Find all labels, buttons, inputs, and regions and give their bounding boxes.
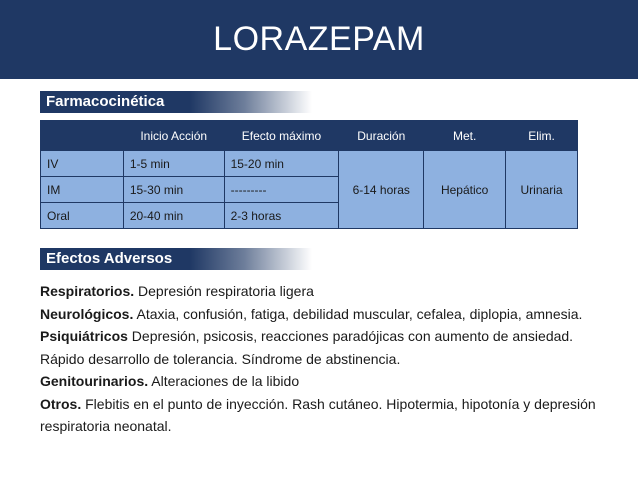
peak-cell: --------- (224, 177, 339, 203)
list-item (40, 303, 600, 326)
column-header: Elim. (506, 121, 578, 151)
page-title: LORAZEPAM (213, 20, 425, 58)
list-item (40, 393, 600, 438)
column-header: Inicio Acción (123, 121, 224, 151)
column-header: Efecto máximo (224, 121, 339, 151)
duration-cell: 6-14 horas (339, 151, 424, 229)
title-bar (0, 0, 638, 79)
effect-label: Otros. (40, 395, 82, 412)
onset-cell: 20-40 min (123, 203, 224, 229)
peak-cell: 2-3 horas (224, 203, 339, 229)
route-cell: IV (41, 151, 124, 177)
metabolism-cell: Hepático (424, 151, 506, 229)
adverse-effects-list (40, 280, 600, 438)
elimination-cell: Urinaria (506, 151, 578, 229)
pharmacokinetics-table (40, 120, 578, 229)
effect-label: Psiquiátricos (40, 328, 128, 344)
effect-text: Depresión respiratoria ligera (134, 283, 314, 299)
effect-label: Genitourinarios. (40, 373, 149, 389)
list-item (40, 280, 600, 303)
effect-text: Flebitis en el punto de inyección. Rash cutáneo. Hipotermia, hipotonía y depresión respiratoria neonatal. (40, 395, 596, 434)
onset-cell: 15-30 min (123, 177, 224, 203)
onset-cell: 1-5 min (123, 151, 224, 177)
effect-text: Ataxia, confusión, fatiga, debilidad muscular, cefalea, diplopia, amnesia. (133, 305, 583, 322)
list-item (40, 370, 600, 393)
section-header-adverse-effects: Efectos Adversos (40, 248, 312, 270)
table-row (41, 151, 578, 177)
route-cell: IM (41, 177, 124, 203)
column-header: Met. (424, 121, 506, 151)
effect-text: Alteraciones de la libido (148, 373, 300, 389)
list-item (40, 325, 600, 370)
table-header-row (41, 121, 578, 151)
effect-label: Respiratorios. (40, 283, 135, 299)
column-header (41, 121, 124, 151)
route-cell: Oral (41, 203, 124, 229)
effect-text: Depresión, psicosis, reacciones paradójicas con aumento de ansiedad. Rápido desarrollo de tolerancia. Síndrome de abstinencia. (40, 328, 574, 367)
peak-cell: 15-20 min (224, 151, 339, 177)
section-header-pharmacokinetics: Farmacocinética (40, 91, 312, 113)
column-header: Duración (339, 121, 424, 151)
effect-label: Neurológicos. (40, 305, 134, 322)
